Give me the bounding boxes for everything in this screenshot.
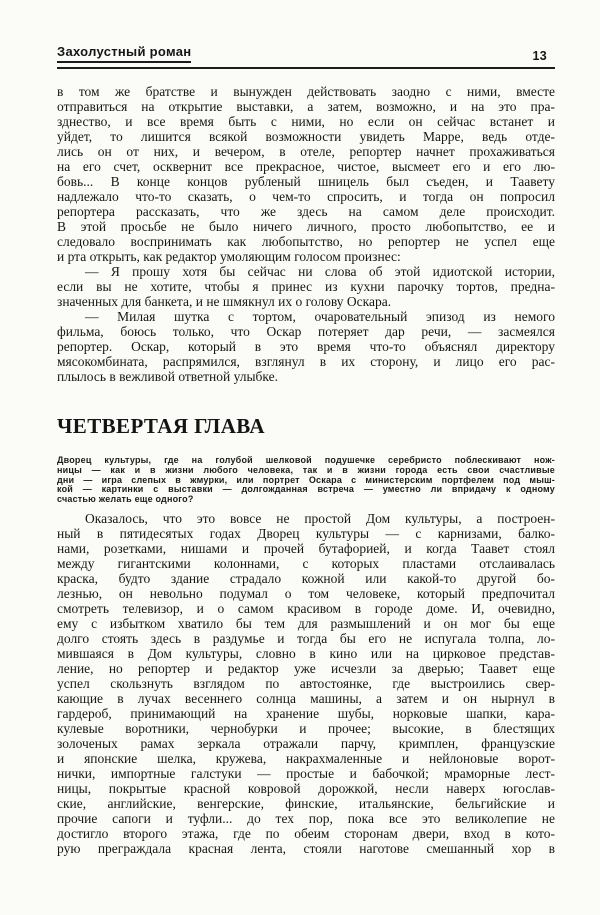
epigraph-line: кой — картинки с выставки — долгожданная встреча — уместно ли впридачу к одному bbox=[57, 484, 555, 495]
text-line: и рта открыть, как редактор умоляющим голосом произнес: bbox=[57, 249, 401, 264]
body-text-chapter bbox=[57, 511, 555, 856]
text-line: Оказалось, что это вовсе не простой Дом культуры, а построен- bbox=[85, 511, 555, 526]
text-line: надлежало что-то сказать, о чем-то спросить, и тогда он попросил bbox=[57, 189, 555, 204]
text-line: плылось в вежливой ответной улыбке. bbox=[57, 369, 278, 384]
text-line: бовь... В конце концов рубленый шницель был съеден, и Таавету bbox=[57, 174, 555, 189]
epigraph-line: дни — игра слепых в жмурки, или портрет Оскара с министерским портфелем под мыш- bbox=[57, 474, 555, 485]
text-line: смотреть телевизор, и о самом красивом в городе доме. И, очевидно, bbox=[57, 601, 555, 616]
text-line: кающие в лучах весеннего солнца машины, а затем и он нырнул в bbox=[57, 691, 555, 706]
epigraph-line: Дворец культуры, где на голубой шелковой подушечке серебристо поблескивают нож- bbox=[57, 455, 555, 465]
text-line: ские, английские, венгерские, финские, итальянские, бельгийские и bbox=[57, 796, 555, 811]
body-text-top bbox=[57, 84, 555, 384]
text-line: нами, розетками, нишами и прочей бутафорией, и когда Таавет стоял bbox=[57, 541, 555, 556]
text-line: гардероб, принимающий на хранение шубы, норковые шапки, кара- bbox=[57, 706, 555, 721]
text-line: долго стоять здесь в раздумье и тогда бы его не испугала толпа, ло- bbox=[57, 631, 555, 646]
text-line: успел скользнуть взглядом по автостоянке, где выстроились свер- bbox=[57, 676, 555, 691]
text-line: лезнью, он невольно подумал о том человеке, который предпочитал bbox=[57, 586, 555, 601]
text-line: отправиться на открытие выставки, а затем, возможно, и на это пра- bbox=[57, 99, 555, 114]
paragraph bbox=[57, 309, 555, 384]
text-line: В этой просьбе не было ничего личного, просто любопытство, ее и bbox=[57, 219, 555, 234]
text-line: на его счет, осквернит все прекрасное, чистое, высмеет его и его лю- bbox=[57, 159, 555, 174]
text-line: кулевые воротники, чернобурки и прочее; высокие, в блестящих bbox=[57, 721, 555, 736]
text-line: ный в пятидесятых годах Дворец культуры — с карнизами, балко- bbox=[57, 526, 555, 541]
text-line: между гигантскими колоннами, с которых пластами отслаивалась bbox=[57, 556, 555, 571]
paragraph bbox=[57, 84, 555, 264]
text-line: лись он от них, и вечером, в отеле, репортер начнет прохаживаться bbox=[57, 144, 555, 159]
text-line: рую преграждала красная лента, стояли наготове смешанный хор в bbox=[57, 841, 555, 856]
epigraph-line: счастью желать еще одного? bbox=[57, 494, 194, 505]
text-line: репортер. Оскар, который в это время что-то объяснял директору bbox=[57, 339, 555, 354]
running-title: Захолустный роман bbox=[57, 44, 191, 63]
text-line: зднество, и все время быть с ними, но если он сейчас встанет и bbox=[57, 114, 555, 129]
text-line: ление, но репортер и редактор уже исчезли за дверью; Таавет еще bbox=[57, 661, 555, 676]
text-line: значенных для банкета, и не шмякнул их о голову Оскара. bbox=[57, 294, 392, 309]
paragraph bbox=[57, 511, 555, 856]
text-line: — Я прошу хотя бы сейчас ни слова об этой идиотской истории, bbox=[85, 264, 555, 279]
text-line: уйдет, то лишится всякой возможности увидеть Марре, ведь отде- bbox=[57, 129, 555, 144]
text-line: краска, будто здание страдало кожной или какой-то другой бо- bbox=[57, 571, 555, 586]
text-line: следовало воспринимать как любопытство, но репортер не успел еще bbox=[57, 234, 555, 249]
epigraph-line: ницы — как и в жизни любого человека, так и в жизни города есть свои счастливые bbox=[57, 464, 555, 475]
text-line: ницы, покрытые красной ковровой дорожкой, несли наверх югослав- bbox=[57, 781, 555, 796]
text-line: репортера рассказать, что же здесь на самом деле происходит. bbox=[57, 204, 555, 219]
page-number: 13 bbox=[532, 49, 547, 63]
text-line: мясокомбината, распрямился, взглянул в их сторону, и лицо его рас- bbox=[57, 354, 555, 369]
text-line: в том же братстве и вынужден действовать заодно с ними, вместе bbox=[57, 84, 555, 99]
text-line: если вы не хотите, чтобы я принес из кухни парочку тортов, предна- bbox=[57, 279, 555, 294]
text-line: — Милая шутка с тортом, очаровательный эпизод из немого bbox=[85, 309, 555, 324]
text-line: и японские шелка, кружева, накрахмаленные и нейлоновые ворот- bbox=[57, 751, 555, 766]
text-line: золоченых рамах зеркала отражали парчу, кримплен, французские bbox=[57, 736, 555, 751]
text-line: нички, импортные галстуки — простые и бабочкой; мраморные лест- bbox=[57, 766, 555, 781]
chapter-epigraph bbox=[57, 456, 555, 505]
page-header bbox=[57, 44, 555, 69]
text-line: мившаяся в Дом культуры, словно в кино или на цирковое представ- bbox=[57, 646, 555, 661]
paragraph bbox=[57, 264, 555, 309]
text-line: достигло второго этажа, где по обеим сторонам двери, вход в кото- bbox=[57, 826, 555, 841]
text-line: фильма, боюсь только, что Оскар потеряет дар речи, — засмеялся bbox=[57, 324, 555, 339]
text-line: прочие сапоги и туфли... до тех пор, пока все это великолепие не bbox=[57, 811, 555, 826]
text-line: ему с избытком хватило бы тем для размышлений и он мог бы еще bbox=[57, 616, 555, 631]
chapter-heading: ЧЕТВЕРТАЯ ГЛАВА bbox=[57, 414, 265, 438]
